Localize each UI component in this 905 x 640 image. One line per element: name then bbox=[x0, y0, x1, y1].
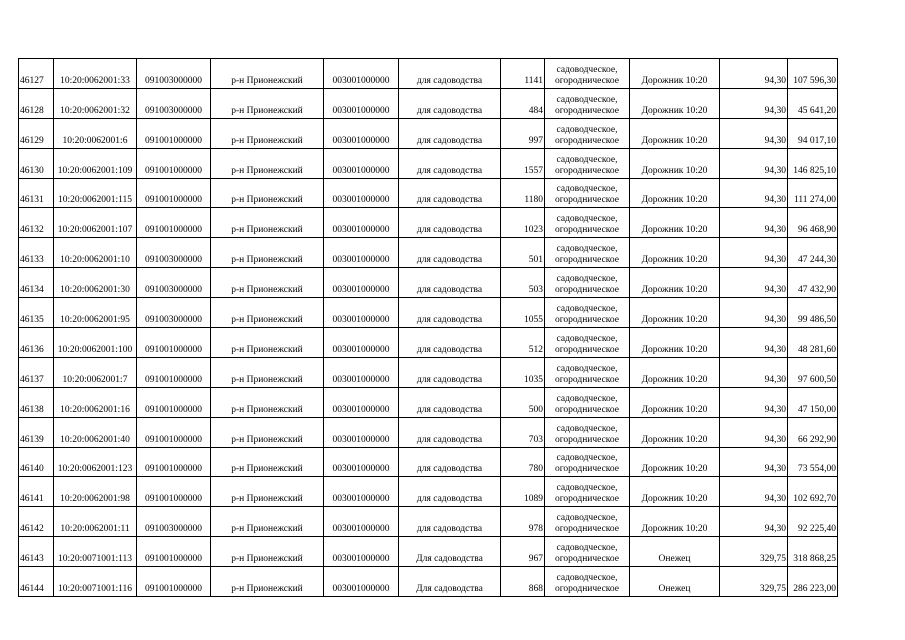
cadastral-number-cell: 10:20:0071001:113 bbox=[54, 537, 137, 567]
land-use-line: огородническое bbox=[554, 105, 620, 116]
land-use-line: садоводческое, bbox=[556, 453, 618, 464]
land-use-line: садоводческое, bbox=[556, 393, 618, 404]
row-number-cell: 46136 bbox=[19, 328, 54, 358]
oktmo-code-cell: 003001000000 bbox=[324, 88, 399, 118]
purpose-cell: для садоводства bbox=[399, 447, 501, 477]
cadastral-value-cell: 97 600,50 bbox=[788, 357, 838, 387]
cadastral-value-cell: 107 596,30 bbox=[788, 59, 838, 89]
oktmo-code-cell: 003001000000 bbox=[324, 567, 399, 597]
area-cell: 1089 bbox=[501, 477, 545, 507]
cadastral-value-cell: 45 641,20 bbox=[788, 88, 838, 118]
okato-code-cell: 091001000000 bbox=[137, 387, 211, 417]
table-row bbox=[19, 298, 838, 328]
table-row bbox=[19, 477, 838, 507]
cadastral-number-cell: 10:20:0062001:6 bbox=[54, 118, 137, 148]
area-cell: 780 bbox=[501, 447, 545, 477]
oktmo-code-cell: 003001000000 bbox=[324, 447, 399, 477]
purpose-cell: для садоводства bbox=[399, 88, 501, 118]
land-use-line: огородническое bbox=[554, 524, 620, 535]
cadastral-number-cell: 10:20:0062001:98 bbox=[54, 477, 137, 507]
land-use-line: садоводческое, bbox=[556, 304, 618, 315]
table-row bbox=[19, 268, 838, 298]
okato-code-cell: 091003000000 bbox=[137, 298, 211, 328]
cadastral-number-cell: 10:20:0062001:11 bbox=[54, 507, 137, 537]
zone-cell: Онежец bbox=[630, 537, 720, 567]
rate-cell: 94,30 bbox=[720, 238, 788, 268]
rate-cell: 94,30 bbox=[720, 178, 788, 208]
oktmo-code-cell: 003001000000 bbox=[324, 537, 399, 567]
cadastral-value-cell: 146 825,10 bbox=[788, 148, 838, 178]
zone-cell: Дорожник 10:20 bbox=[630, 357, 720, 387]
row-number-cell: 46127 bbox=[19, 59, 54, 89]
rate-cell: 329,75 bbox=[720, 567, 788, 597]
row-number-cell: 46143 bbox=[19, 537, 54, 567]
oktmo-code-cell: 003001000000 bbox=[324, 417, 399, 447]
table-row bbox=[19, 59, 838, 89]
area-cell: 484 bbox=[501, 88, 545, 118]
rate-cell: 94,30 bbox=[720, 357, 788, 387]
okato-code-cell: 091001000000 bbox=[137, 357, 211, 387]
rate-cell: 94,30 bbox=[720, 268, 788, 298]
land-use-cell bbox=[545, 88, 630, 118]
cadastral-number-cell: 10:20:0062001:95 bbox=[54, 298, 137, 328]
purpose-cell: для садоводства bbox=[399, 357, 501, 387]
row-number-cell: 46139 bbox=[19, 417, 54, 447]
cadastral-number-cell: 10:20:0062001:7 bbox=[54, 357, 137, 387]
table-row bbox=[19, 328, 838, 358]
district-cell: р-н Прионежский bbox=[211, 208, 324, 238]
land-use-line: огородническое bbox=[554, 315, 620, 326]
row-number-cell: 46131 bbox=[19, 178, 54, 208]
land-use-line: садоводческое, bbox=[556, 333, 618, 344]
land-use-line: огородническое bbox=[554, 434, 620, 445]
land-use-line: садоводческое, bbox=[556, 94, 618, 105]
oktmo-code-cell: 003001000000 bbox=[324, 148, 399, 178]
table-row bbox=[19, 447, 838, 477]
land-use-line: садоводческое, bbox=[556, 154, 618, 165]
cadastral-value-cell: 94 017,10 bbox=[788, 118, 838, 148]
rate-cell: 94,30 bbox=[720, 507, 788, 537]
area-cell: 1023 bbox=[501, 208, 545, 238]
row-number-cell: 46140 bbox=[19, 447, 54, 477]
land-use-line: садоводческое, bbox=[556, 214, 618, 225]
area-cell: 1141 bbox=[501, 59, 545, 89]
row-number-cell: 46132 bbox=[19, 208, 54, 238]
oktmo-code-cell: 003001000000 bbox=[324, 477, 399, 507]
table-row bbox=[19, 387, 838, 417]
land-use-line: огородническое bbox=[554, 374, 620, 385]
district-cell: р-н Прионежский bbox=[211, 148, 324, 178]
area-cell: 1180 bbox=[501, 178, 545, 208]
land-use-line: садоводческое, bbox=[556, 363, 618, 374]
table-row bbox=[19, 208, 838, 238]
cadastral-value-cell: 48 281,60 bbox=[788, 328, 838, 358]
row-number-cell: 46133 bbox=[19, 238, 54, 268]
cadastral-value-cell: 99 486,50 bbox=[788, 298, 838, 328]
land-use-cell bbox=[545, 417, 630, 447]
oktmo-code-cell: 003001000000 bbox=[324, 357, 399, 387]
purpose-cell: для садоводства bbox=[399, 507, 501, 537]
table-row bbox=[19, 357, 838, 387]
land-use-cell bbox=[545, 208, 630, 238]
table-row bbox=[19, 537, 838, 567]
purpose-cell: для садоводства bbox=[399, 328, 501, 358]
table-body bbox=[19, 59, 838, 597]
row-number-cell: 46138 bbox=[19, 387, 54, 417]
zone-cell: Дорожник 10:20 bbox=[630, 178, 720, 208]
cadastral-value-cell: 111 274,00 bbox=[788, 178, 838, 208]
table-row bbox=[19, 567, 838, 597]
oktmo-code-cell: 003001000000 bbox=[324, 238, 399, 268]
cadastral-number-cell: 10:20:0062001:16 bbox=[54, 387, 137, 417]
land-use-line: садоводческое, bbox=[556, 423, 618, 434]
rate-cell: 94,30 bbox=[720, 328, 788, 358]
land-use-cell bbox=[545, 447, 630, 477]
okato-code-cell: 091001000000 bbox=[137, 208, 211, 238]
land-use-line: огородническое bbox=[554, 135, 620, 146]
land-use-cell bbox=[545, 507, 630, 537]
zone-cell: Дорожник 10:20 bbox=[630, 298, 720, 328]
cadastral-value-cell: 73 554,00 bbox=[788, 447, 838, 477]
okato-code-cell: 091003000000 bbox=[137, 88, 211, 118]
land-use-cell bbox=[545, 118, 630, 148]
okato-code-cell: 091003000000 bbox=[137, 268, 211, 298]
area-cell: 703 bbox=[501, 417, 545, 447]
district-cell: р-н Прионежский bbox=[211, 447, 324, 477]
table-row bbox=[19, 417, 838, 447]
land-use-line: огородническое bbox=[554, 75, 620, 86]
district-cell: р-н Прионежский bbox=[211, 507, 324, 537]
land-use-cell bbox=[545, 238, 630, 268]
rate-cell: 94,30 bbox=[720, 417, 788, 447]
cadastral-value-cell: 47 432,90 bbox=[788, 268, 838, 298]
land-use-line: огородническое bbox=[554, 344, 620, 355]
purpose-cell: Для садоводства bbox=[399, 567, 501, 597]
land-use-line: огородническое bbox=[554, 195, 620, 206]
land-use-line: огородническое bbox=[554, 584, 620, 595]
land-use-cell bbox=[545, 178, 630, 208]
row-number-cell: 46130 bbox=[19, 148, 54, 178]
land-use-line: садоводческое, bbox=[556, 244, 618, 255]
cadastral-value-cell: 47 244,30 bbox=[788, 238, 838, 268]
cadastral-value-cell: 96 468,90 bbox=[788, 208, 838, 238]
land-use-cell bbox=[545, 268, 630, 298]
okato-code-cell: 091003000000 bbox=[137, 59, 211, 89]
okato-code-cell: 091001000000 bbox=[137, 148, 211, 178]
land-use-line: садоводческое, bbox=[556, 274, 618, 285]
cadastral-number-cell: 10:20:0062001:100 bbox=[54, 328, 137, 358]
land-use-line: садоводческое, bbox=[556, 543, 618, 554]
cadastral-value-cell: 92 225,40 bbox=[788, 507, 838, 537]
oktmo-code-cell: 003001000000 bbox=[324, 298, 399, 328]
district-cell: р-н Прионежский bbox=[211, 88, 324, 118]
zone-cell: Дорожник 10:20 bbox=[630, 417, 720, 447]
land-registry-table bbox=[18, 58, 838, 597]
zone-cell: Онежец bbox=[630, 567, 720, 597]
area-cell: 1055 bbox=[501, 298, 545, 328]
cadastral-number-cell: 10:20:0071001:116 bbox=[54, 567, 137, 597]
oktmo-code-cell: 003001000000 bbox=[324, 387, 399, 417]
land-use-cell bbox=[545, 477, 630, 507]
table-row bbox=[19, 178, 838, 208]
oktmo-code-cell: 003001000000 bbox=[324, 268, 399, 298]
zone-cell: Дорожник 10:20 bbox=[630, 148, 720, 178]
cadastral-number-cell: 10:20:0062001:40 bbox=[54, 417, 137, 447]
cadastral-value-cell: 47 150,00 bbox=[788, 387, 838, 417]
district-cell: р-н Прионежский bbox=[211, 118, 324, 148]
purpose-cell: для садоводства bbox=[399, 417, 501, 447]
okato-code-cell: 091001000000 bbox=[137, 567, 211, 597]
oktmo-code-cell: 003001000000 bbox=[324, 118, 399, 148]
zone-cell: Дорожник 10:20 bbox=[630, 118, 720, 148]
land-use-line: огородническое bbox=[554, 404, 620, 415]
okato-code-cell: 091001000000 bbox=[137, 477, 211, 507]
district-cell: р-н Прионежский bbox=[211, 328, 324, 358]
district-cell: р-н Прионежский bbox=[211, 357, 324, 387]
land-use-line: садоводческое, bbox=[556, 64, 618, 75]
row-number-cell: 46129 bbox=[19, 118, 54, 148]
cadastral-value-cell: 102 692,70 bbox=[788, 477, 838, 507]
area-cell: 868 bbox=[501, 567, 545, 597]
oktmo-code-cell: 003001000000 bbox=[324, 328, 399, 358]
zone-cell: Дорожник 10:20 bbox=[630, 477, 720, 507]
purpose-cell: для садоводства bbox=[399, 59, 501, 89]
district-cell: р-н Прионежский bbox=[211, 268, 324, 298]
cadastral-number-cell: 10:20:0062001:115 bbox=[54, 178, 137, 208]
land-use-line: садоводческое, bbox=[556, 124, 618, 135]
purpose-cell: для садоводства bbox=[399, 178, 501, 208]
area-cell: 512 bbox=[501, 328, 545, 358]
land-use-line: огородническое bbox=[554, 255, 620, 266]
district-cell: р-н Прионежский bbox=[211, 477, 324, 507]
zone-cell: Дорожник 10:20 bbox=[630, 507, 720, 537]
purpose-cell: для садоводства bbox=[399, 268, 501, 298]
cadastral-number-cell: 10:20:0062001:30 bbox=[54, 268, 137, 298]
okato-code-cell: 091001000000 bbox=[137, 537, 211, 567]
row-number-cell: 46134 bbox=[19, 268, 54, 298]
row-number-cell: 46144 bbox=[19, 567, 54, 597]
land-use-line: огородническое bbox=[554, 165, 620, 176]
land-use-line: огородническое bbox=[554, 285, 620, 296]
land-use-cell bbox=[545, 537, 630, 567]
okato-code-cell: 091001000000 bbox=[137, 417, 211, 447]
table-row bbox=[19, 507, 838, 537]
table-row bbox=[19, 88, 838, 118]
land-use-line: садоводческое, bbox=[556, 513, 618, 524]
land-use-cell bbox=[545, 387, 630, 417]
land-use-line: садоводческое, bbox=[556, 483, 618, 494]
rate-cell: 94,30 bbox=[720, 298, 788, 328]
land-use-line: садоводческое, bbox=[556, 184, 618, 195]
cadastral-value-cell: 66 292,90 bbox=[788, 417, 838, 447]
okato-code-cell: 091001000000 bbox=[137, 447, 211, 477]
area-cell: 503 bbox=[501, 268, 545, 298]
purpose-cell: для садоводства bbox=[399, 298, 501, 328]
land-use-cell bbox=[545, 59, 630, 89]
rate-cell: 94,30 bbox=[720, 208, 788, 238]
area-cell: 967 bbox=[501, 537, 545, 567]
district-cell: р-н Прионежский bbox=[211, 387, 324, 417]
oktmo-code-cell: 003001000000 bbox=[324, 59, 399, 89]
okato-code-cell: 091003000000 bbox=[137, 238, 211, 268]
row-number-cell: 46142 bbox=[19, 507, 54, 537]
district-cell: р-н Прионежский bbox=[211, 298, 324, 328]
district-cell: р-н Прионежский bbox=[211, 238, 324, 268]
cadastral-number-cell: 10:20:0062001:10 bbox=[54, 238, 137, 268]
zone-cell: Дорожник 10:20 bbox=[630, 208, 720, 238]
okato-code-cell: 091003000000 bbox=[137, 507, 211, 537]
land-use-line: садоводческое, bbox=[556, 573, 618, 584]
purpose-cell: для садоводства bbox=[399, 238, 501, 268]
row-number-cell: 46128 bbox=[19, 88, 54, 118]
area-cell: 1557 bbox=[501, 148, 545, 178]
land-use-line: огородническое bbox=[554, 554, 620, 565]
rate-cell: 94,30 bbox=[720, 148, 788, 178]
table-row bbox=[19, 148, 838, 178]
zone-cell: Дорожник 10:20 bbox=[630, 447, 720, 477]
purpose-cell: для садоводства bbox=[399, 387, 501, 417]
purpose-cell: для садоводства bbox=[399, 118, 501, 148]
district-cell: р-н Прионежский bbox=[211, 178, 324, 208]
area-cell: 1035 bbox=[501, 357, 545, 387]
zone-cell: Дорожник 10:20 bbox=[630, 268, 720, 298]
row-number-cell: 46137 bbox=[19, 357, 54, 387]
zone-cell: Дорожник 10:20 bbox=[630, 328, 720, 358]
purpose-cell: для садоводства bbox=[399, 477, 501, 507]
oktmo-code-cell: 003001000000 bbox=[324, 208, 399, 238]
oktmo-code-cell: 003001000000 bbox=[324, 507, 399, 537]
zone-cell: Дорожник 10:20 bbox=[630, 238, 720, 268]
okato-code-cell: 091001000000 bbox=[137, 118, 211, 148]
district-cell: р-н Прионежский bbox=[211, 537, 324, 567]
rate-cell: 94,30 bbox=[720, 118, 788, 148]
okato-code-cell: 091001000000 bbox=[137, 178, 211, 208]
area-cell: 500 bbox=[501, 387, 545, 417]
cadastral-number-cell: 10:20:0062001:32 bbox=[54, 88, 137, 118]
zone-cell: Дорожник 10:20 bbox=[630, 387, 720, 417]
district-cell: р-н Прионежский bbox=[211, 417, 324, 447]
cadastral-number-cell: 10:20:0062001:123 bbox=[54, 447, 137, 477]
land-use-line: огородническое bbox=[554, 225, 620, 236]
cadastral-value-cell: 286 223,00 bbox=[788, 567, 838, 597]
row-number-cell: 46135 bbox=[19, 298, 54, 328]
district-cell: р-н Прионежский bbox=[211, 567, 324, 597]
rate-cell: 94,30 bbox=[720, 447, 788, 477]
purpose-cell: для садоводства bbox=[399, 208, 501, 238]
cadastral-value-cell: 318 868,25 bbox=[788, 537, 838, 567]
cadastral-number-cell: 10:20:0062001:33 bbox=[54, 59, 137, 89]
land-use-cell bbox=[545, 298, 630, 328]
land-use-cell bbox=[545, 148, 630, 178]
land-use-cell bbox=[545, 357, 630, 387]
table-row bbox=[19, 238, 838, 268]
land-use-cell bbox=[545, 567, 630, 597]
okato-code-cell: 091001000000 bbox=[137, 328, 211, 358]
table-row bbox=[19, 118, 838, 148]
zone-cell: Дорожник 10:20 bbox=[630, 88, 720, 118]
oktmo-code-cell: 003001000000 bbox=[324, 178, 399, 208]
land-use-line: огородническое bbox=[554, 494, 620, 505]
purpose-cell: для садоводства bbox=[399, 148, 501, 178]
row-number-cell: 46141 bbox=[19, 477, 54, 507]
zone-cell: Дорожник 10:20 bbox=[630, 59, 720, 89]
area-cell: 501 bbox=[501, 238, 545, 268]
land-use-cell bbox=[545, 328, 630, 358]
rate-cell: 94,30 bbox=[720, 88, 788, 118]
cadastral-number-cell: 10:20:0062001:109 bbox=[54, 148, 137, 178]
cadastral-number-cell: 10:20:0062001:107 bbox=[54, 208, 137, 238]
rate-cell: 94,30 bbox=[720, 477, 788, 507]
purpose-cell: Для садоводства bbox=[399, 537, 501, 567]
area-cell: 978 bbox=[501, 507, 545, 537]
rate-cell: 94,30 bbox=[720, 59, 788, 89]
area-cell: 997 bbox=[501, 118, 545, 148]
land-use-line: огородническое bbox=[554, 464, 620, 475]
rate-cell: 329,75 bbox=[720, 537, 788, 567]
rate-cell: 94,30 bbox=[720, 387, 788, 417]
district-cell: р-н Прионежский bbox=[211, 59, 324, 89]
